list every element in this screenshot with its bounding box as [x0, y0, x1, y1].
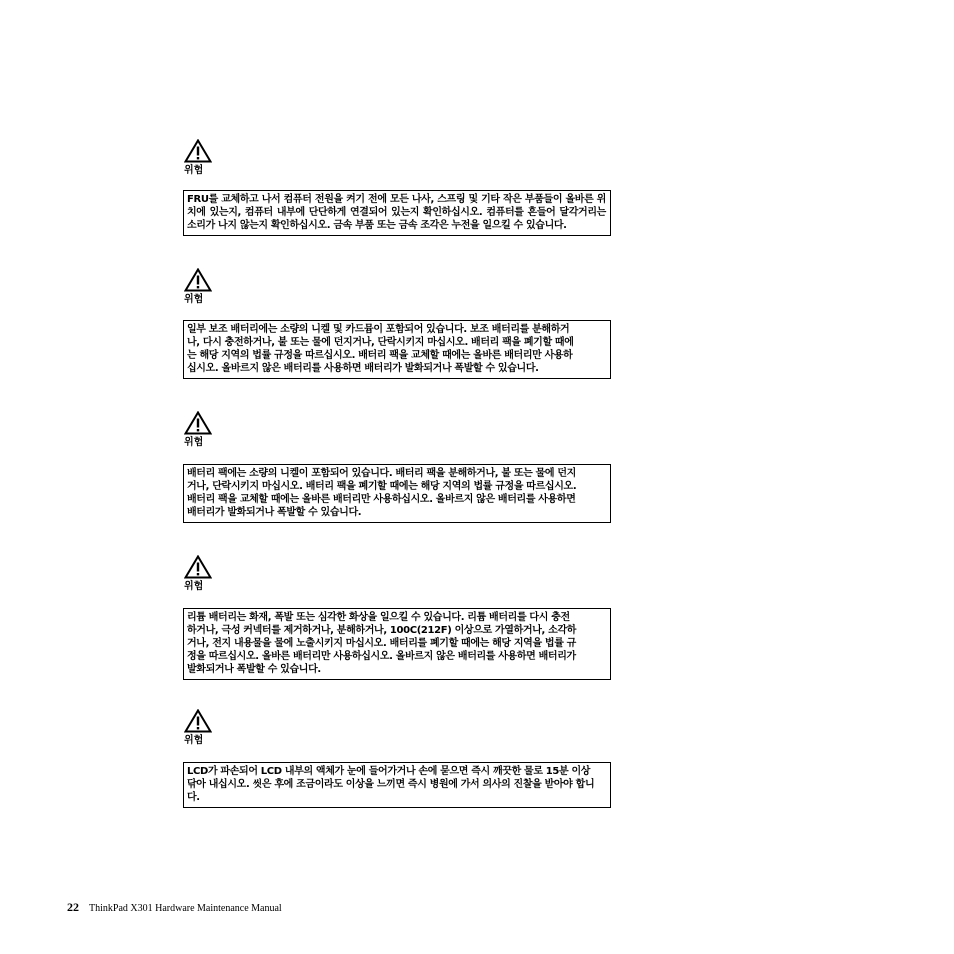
- warning-section-5: [183, 709, 611, 803]
- warning-triangle-icon: [184, 268, 212, 292]
- warning-label: 위험: [184, 294, 204, 305]
- manual-title: ThinkPad X301 Hardware Maintenance Manual: [89, 903, 282, 914]
- warning-section-3: [183, 411, 611, 518]
- warning-notice-box: [183, 190, 611, 236]
- warning-text: 배터리 팩에는 소량의 니켈이 포함되어 있습니다. 배터리 팩을 분해하거나, 불 또는 물에 던지거나, 단락시키지 마십시오. 배터리 팩을 폐기할 때에는 해당 지역의 법률 규정을 따르십시오. 배터리 팩을 교체할 때에는 올바른 배터리만 사용하십시오. 올바르지 않은 배터리를 사용하면 배터리가 발화되거나 폭발할 수 있습니다.: [187, 468, 577, 518]
- warning-label: 위험: [184, 165, 204, 176]
- warning-notice-box: [183, 464, 611, 523]
- warning-section-4: [183, 555, 611, 675]
- warning-label: 위험: [184, 735, 204, 746]
- warning-text: FRU를 교체하고 나서 컴퓨터 전원을 켜기 전에 모든 나사, 스프링 및 기타 작은 부품들이 올바른 위치에 있는지, 컴퓨터 내부에 단단하게 연결되어 있는지 확인하십시오. 컴퓨터를 흔들어 달각거리는 소리가 나지 않는지 확인하십시오. 금속 부품 또는 금속 조각은 누전을 일으킬 수 있습니다.: [187, 194, 606, 231]
- warning-triangle-icon: [184, 709, 212, 733]
- warning-notice-box: [183, 320, 611, 379]
- warning-label: 위험: [184, 437, 204, 448]
- warning-section-2: [183, 268, 611, 374]
- warning-text: LCD가 파손되어 LCD 내부의 액체가 눈에 들어가거나 손에 묻으면 즉시 깨끗한 물로 15분 이상 닦아 내십시오. 씻은 후에 조금이라도 이상을 느끼면 즉시 병원에 가서 의사의 진찰을 받아야 합니다.: [187, 766, 595, 803]
- warning-notice-box: [183, 762, 611, 808]
- warning-text: 일부 보조 배터리에는 소량의 니켈 및 카드뮴이 포함되어 있습니다. 보조 배터리를 분해하거나, 다시 충전하거나, 불 또는 물에 던지거나, 단락시키지 마십시오. 배터리 팩을 폐기할 때에는 해당 지역의 법률 규정을 따르십시오. 배터리 팩을 교체할 때에는 올바른 배터리만 사용하십시오. 올바르지 않은 배터리를 사용하면 배터리가 발화되거나 폭발할 수 있습니다.: [187, 324, 574, 374]
- warning-notice-box: [183, 608, 611, 680]
- warning-text: 리튬 배터리는 화재, 폭발 또는 심각한 화상을 일으킬 수 있습니다. 리튬 배터리를 다시 충전하거나, 극성 커넥터를 제거하거나, 분해하거나, 100C(212F) 이상으로 가열하거나, 소각하거나, 전지 내용물을 물에 노출시키지 마십시오. 배터리를 폐기할 때에는 해당 지역을 법률 규정을 따르십시오. 올바른 배터리만 사용하십시오. 올바르지 않은 배터리를 사용하면 배터리가 발화되거나 폭발할 수 있습니다.: [187, 612, 577, 675]
- warning-section-1: [183, 139, 611, 231]
- warning-triangle-icon: [184, 139, 212, 163]
- warning-triangle-icon: [184, 411, 212, 435]
- page-number: 22: [67, 900, 79, 914]
- warning-triangle-icon: [184, 555, 212, 579]
- page-footer: [67, 900, 282, 916]
- warning-label: 위험: [184, 581, 204, 592]
